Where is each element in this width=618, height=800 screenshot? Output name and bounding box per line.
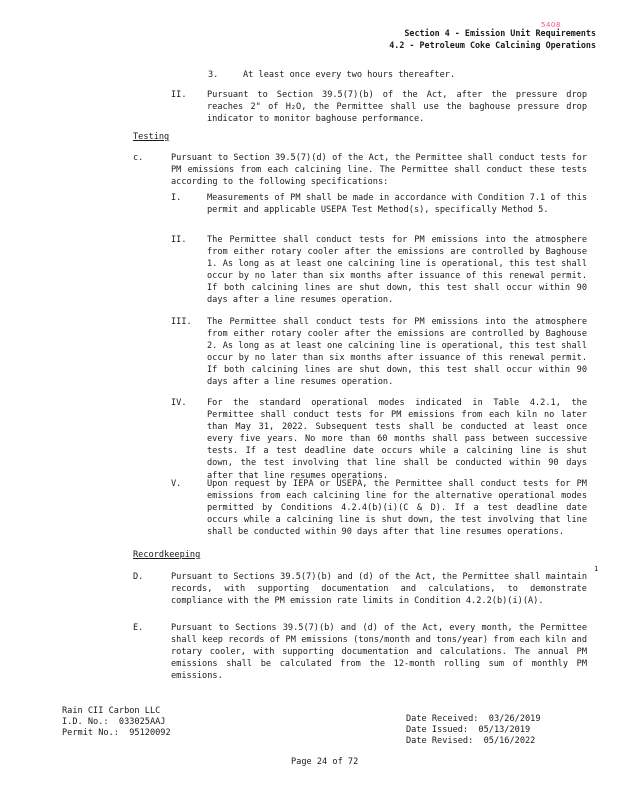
condition-c-text: Pursuant to Section 39.5(7)(d) of the Act, the Permittee shall conduct tests for PM emissions from each calcining line. The Permittee shall conduct these tests according to the following specifications: — [171, 153, 587, 188]
testing-item-text: Measurements of PM shall be made in accordance with Condition 7.1 of this permit and applicable USEPA Test Method(s), specifically Method 5. — [207, 193, 587, 216]
testing-item-label: IV. — [171, 398, 187, 408]
footer-permit-no: Permit No.: 95120092 — [62, 728, 171, 738]
section-header-line2: 4.2 - Petroleum Coke Calcining Operations — [389, 40, 596, 50]
page-stamp: 5408 — [541, 21, 561, 29]
recordkeeping-heading: Recordkeeping — [133, 550, 201, 560]
item-ii-text: Pursuant to Section 39.5(7)(b) of the Act, after the pressure drop reaches 2" of H₂O, the Permittee shall use the baghouse pressure drop indicator to monitor baghouse performance. — [207, 90, 587, 125]
recordkeeping-item-label: D. — [133, 572, 144, 582]
testing-item-label: V. — [171, 479, 182, 489]
recordkeeping-item-text: Pursuant to Sections 39.5(7)(b) and (d) of the Act, every month, the Permittee shall keep records of PM emissions (tons/month and tons/year) from each kiln and rotary cooler, with supporting documentation and calculations. The annual PM emissions shall be calculated from the 12-month rolling sum of monthly PM emissions. — [171, 623, 587, 682]
footer-id-no: I.D. No.: 033025AAJ — [62, 717, 166, 727]
testing-item-text: For the standard operational modes indicated in Table 4.2.1, the Permittee shall conduct tests for PM emissions from each kiln no later than May 31, 2022. Subsequent tests shall be conducted at least once every five years. No more than 60 months shall pass between successive tests. If a test deadline date occurs while a calcining line is shut down, the test involving that line shall be conducted within 90 days after that line resumes operations. — [207, 398, 587, 481]
testing-item-text: The Permittee shall conduct tests for PM emissions into the atmosphere from either rotary cooler after the emissions are controlled by Baghouse 2. As long as at least one calcining line is operational, this test shall occur by no later than six months after issuance of this renewal permit. If both calcining lines are shut down, this test shall occur within 90 days after a line resumes operation. — [207, 317, 587, 388]
page-number: Page 24 of 72 — [291, 757, 359, 767]
item-3-label: 3. — [208, 70, 219, 80]
item-ii-label: II. — [171, 90, 187, 100]
footer-date-issued: Date Issued: 05/13/2019 — [406, 725, 531, 735]
footer-company: Rain CII Carbon LLC — [62, 706, 161, 716]
section-header-line1: Section 4 - Emission Unit Requirements — [404, 28, 596, 38]
testing-item-label: II. — [171, 235, 187, 245]
testing-item-text: The Permittee shall conduct tests for PM emissions into the atmosphere from either rotary cooler after the emissions are controlled by Baghouse 1. As long as at least one calcining line is operational, this test shall occur by no later than six months after issuance of this renewal permit. If both calcining lines are shut down, this test shall occur within 90 days after a line resumes operation. — [207, 235, 587, 306]
footer-date-received: Date Received: 03/26/2019 — [406, 714, 541, 724]
condition-c-label: c. — [133, 153, 144, 163]
testing-heading: Testing — [133, 132, 170, 142]
testing-item-label: III. — [171, 317, 192, 327]
testing-item-label: I. — [171, 193, 182, 203]
footer-date-revised: Date Revised: 05/16/2022 — [406, 736, 536, 746]
testing-item-text: Upon request by IEPA or USEPA, the Permittee shall conduct tests for PM emissions from each calcining line for the alternative operational modes permitted by Conditions 4.2.4(b)(i)(C & D). If a test deadline date occurs while a calcining line is shut down, the test involving that line shall be conducted within 90 days after that line resumes operations. — [207, 479, 587, 538]
revision-marker: 1 — [594, 565, 599, 573]
item-3-text: At least once every two hours thereafter. — [243, 70, 456, 80]
recordkeeping-item-label: E. — [133, 623, 144, 633]
recordkeeping-item-text: Pursuant to Sections 39.5(7)(b) and (d) of the Act, the Permittee shall maintain records, with supporting documentation and calculations, to demonstrate compliance with the PM emission rate limits in Condition 4.2.2(b)(i)(A). — [171, 572, 587, 607]
